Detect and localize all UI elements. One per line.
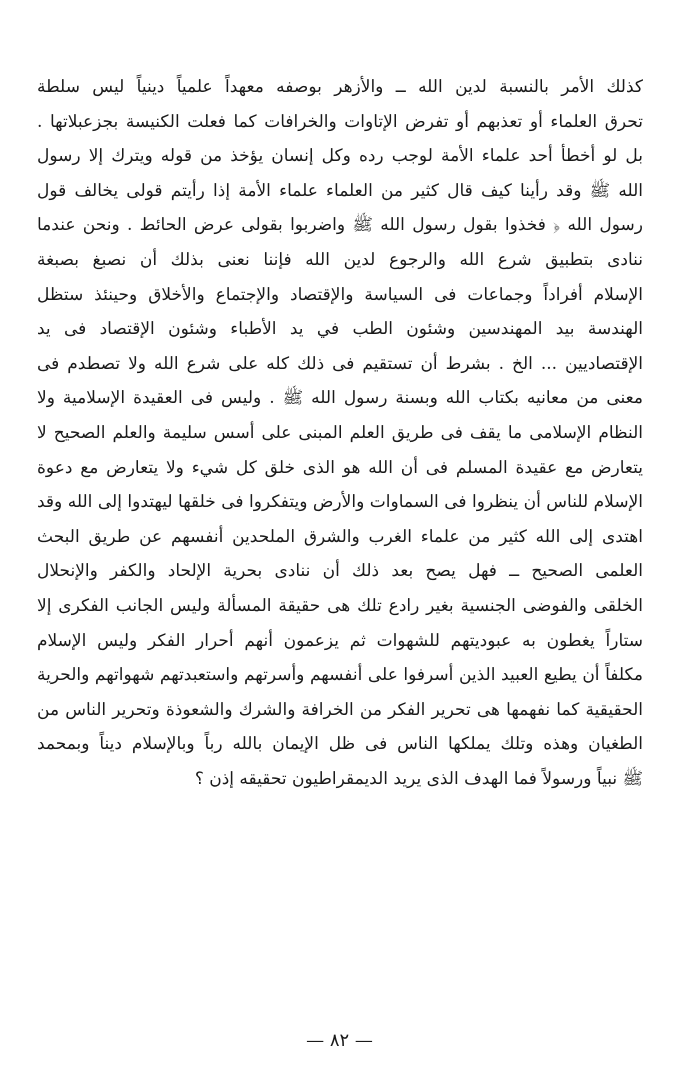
text-line: الإقتصاديين ... الخ . بشرط أن تستقيم فى ذلك كله على شرع الله ولا تصطدم فى (37, 353, 643, 374)
text-line: مكلفاً أن يطيع العبيد الذين أسرفوا على أنفسهم وأسرتهم واستعبدتهم شهواتهم والحرية (37, 665, 643, 686)
text-line: الله ﷺ وقد رأينا كيف قال كثير من العلماء علماء الأمة إذا رأيتم قولى يخالف قول (37, 180, 643, 201)
text-line: الخلقى والفوضى الجنسية بغير رادع تلك هى حقيقة المسألة وليس الجانب الفكرى إلا (37, 595, 643, 616)
text-line: كذلك الأمر بالنسبة لدين الله ــ والأزهر بوصفه معهداً علمياً دينياً ليس سلطة (37, 77, 643, 97)
text-line: بل لو أخطأ أحد علماء الأمة لوجب رده وكل إنسان يؤخذ من قوله ويترك إلا رسول (37, 146, 643, 167)
text-line: الطغيان وهذه وتلك يملكها الناس فى ظل الإيمان بالله رباً وبالإسلام ديناً وبمحمد (37, 734, 643, 755)
text-line: ﷺ نبياً ورسولاً فما الهدف الذى يريد الديمقراطيون تحقيقه إذن ؟ (194, 768, 643, 789)
text-line: الهندسة بيد المهندسين وشئون الطب في يد الأطباء وشئون الإقتصاد فى يد (37, 319, 643, 340)
text-line: ستاراً يغطون به عبوديتهم للشهوات ثم يزعمون أنهم أحرار الفكر وليس الإسلام (37, 630, 643, 651)
text-line: اهتدى إلى الله كثير من علماء الغرب والشرق الملحدين أنفسهم عن طريق البحث (37, 526, 643, 547)
page-number: — ٨٢ — (306, 1030, 373, 1051)
text-line: يتعارض مع عقيدة المسلم فى أن الله هو الذى خلق كل شيء ولا يتعارض مع دعوة (37, 457, 643, 478)
body-text (37, 70, 643, 796)
text-line: العلمى الصحيح ــ فهل يصح بعد ذلك أن ننادى بحرية الإلحاد والكفر والإنحلال (37, 561, 643, 582)
text-line: ننادى بتطبيق شرع الله والرجوع لدين الله فإننا نعنى بذلك أن نصبغ بصبغة (37, 249, 643, 270)
text-line: الإسلام للناس أن ينظروا فى السماوات والأرض ويتفكروا فى خلقها ليهتدوا إلى الله وقد (37, 492, 643, 513)
text-line: معنى من معانيه بكتاب الله وبسنة رسول الله ﷺ . وليس فى العقيدة الإسلامية ولا (37, 388, 643, 409)
text-line: النظام الإسلامى ما يقف فى طريق العلم المبنى على أسس سليمة والعلم الصحيح لا (37, 422, 643, 443)
text-line: تحرق العلماء أو تعذبهم أو تفرض الإتاوات والخرافات كما فعلت الكنيسة بجزعبلاتها . (37, 111, 643, 132)
text-line: الحقيقية كما نفهمها هى تحرير الفكر من الخرافة والشرك والشعوذة وتحرير الناس من (37, 699, 643, 720)
text-line: رسول الله ﴿ فخذوا بقول رسول الله ﷺ واضربوا بقولى عرض الحائط . ونحن عندما (37, 215, 643, 236)
text-line: الإسلام أفراداً وجماعات فى السياسة والإقتصاد والإجتماع والأخلاق وحينئذ ستظل (37, 284, 643, 305)
